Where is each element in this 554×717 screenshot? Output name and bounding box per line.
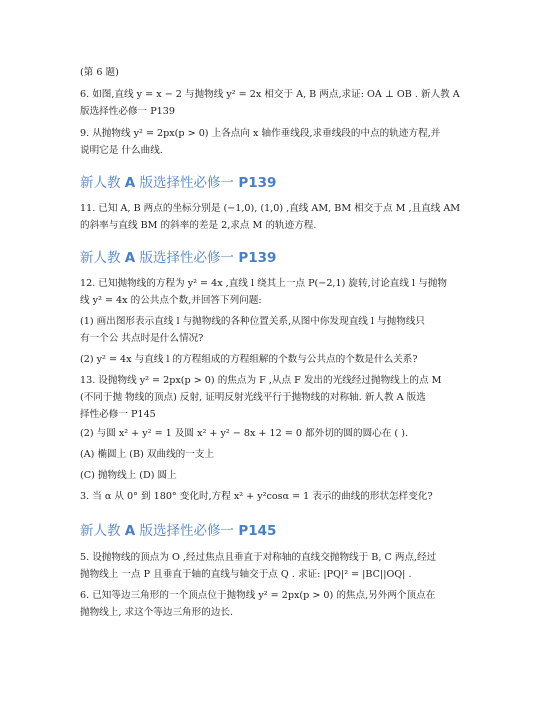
text-line: 13. 设抛物线 y² = 2px(p > 0) 的焦点为 F ,从点 F 发出的光线经过抛物线上的点 M (80, 375, 442, 386)
heading-text: 新人教 (80, 523, 125, 539)
problem-11 (80, 200, 480, 234)
text-line: 有一个公 共点时是什么情况? (80, 333, 204, 344)
heading-text: 版选择性必修一 (135, 175, 239, 191)
text-line: 择性必修一 P145 (80, 409, 156, 420)
heading-text: A (124, 175, 136, 191)
problem-5 (80, 549, 480, 583)
heading-page: P139 (238, 250, 277, 266)
text-line: 12. 已知抛物线的方程为 y² = 4x ,直线 l 绕其上一点 P(−2,1) 旋转,讨论直线 l 与抛物 (80, 278, 447, 289)
text-line: 5. 设抛物线的顶点为 O ,经过焦点且垂直于对称轴的直线交抛物线于 B, C 两点,经过 (80, 552, 437, 563)
text-line: (2) 与圆 x² + y² = 1 及圆 x² + y² − 8x + 12 = 0 都外切的圆的圆心在 ( ). (80, 428, 408, 439)
problem-12 (80, 275, 480, 309)
text-line: (1) 画出图形表示直线 l 与抛物线的各种位置关系,从图中你发现直线 l 与抛物线只 (80, 316, 426, 327)
text-line: (2) y² = 4x 与直线 l 的方程组成的方程组解的个数与公共点的个数是什么关系? (80, 354, 418, 365)
text-line: 说明它是 什么曲线. (80, 145, 163, 156)
problem-9 (80, 125, 480, 159)
text-line: 的斜率与直线 BM 的斜率的差是 2,求点 M 的轨迹方程. (80, 220, 317, 231)
heading-text: 新人教 (80, 250, 125, 266)
text-line: 抛物线上, 求这个等边三角形的边长. (80, 607, 234, 618)
section-heading-p139-2 (80, 249, 480, 267)
text-line: 6. 已知等边三角形的一个顶点位于抛物线 y² = 2px(p > 0) 的焦点,另外两个顶点在 (80, 590, 436, 601)
heading-page: P139 (238, 175, 277, 191)
problem-12-part-1 (80, 313, 480, 347)
heading-text: 版选择性必修一 (135, 250, 239, 266)
heading-text: 版选择性必修一 (135, 523, 239, 539)
heading-text: A (124, 523, 136, 539)
text-line: 6. 如图,直线 y = x − 2 与抛物线 y² = 2x 相交于 A, B 两点,求证: OA ⊥ OB . 新人教 A (80, 89, 460, 100)
text-line: (第 6 题) (80, 67, 119, 78)
text-line: 线 y² = 4x 的公共点个数,并回答下列问题: (80, 295, 262, 306)
problem-6b (80, 587, 480, 621)
problem-12-part-2 (80, 351, 480, 368)
heading-page: P145 (238, 523, 277, 539)
section-heading-p145 (80, 522, 480, 540)
text-line: 版选择性必修一 P139 (80, 106, 175, 117)
heading-text: 新人教 (80, 175, 125, 191)
text-line: 9. 从抛物线 y² = 2px(p > 0) 上各点向 x 轴作垂线段,求垂线段的中点的轨迹方程,并 (80, 128, 441, 139)
problem-6 (80, 86, 480, 120)
text-line: 11. 已知 A, B 两点的坐标分别是 (−1,0), (1,0) ,直线 AM, BM 相交于点 M ,且直线 AM (80, 203, 461, 214)
figure-caption (80, 64, 480, 81)
text-line: (A) 椭圆上 (B) 双曲线的一支上 (80, 449, 215, 460)
text-line: (不同于抛 物线的顶点) 反射, 证明反射光线平行于抛物线的对称轴. 新人教 A 版选 (80, 392, 426, 403)
problem-2-options-cd (80, 467, 480, 484)
problem-3 (80, 488, 480, 505)
problem-2-options-ab (80, 446, 480, 463)
section-heading-p139-1 (80, 174, 480, 192)
problem-2 (80, 425, 480, 442)
problem-13 (80, 372, 480, 423)
text-line: 抛物线上 一点 P 且垂直于轴的直线与轴交于点 Q . 求证: |PQ|² = |BC||OQ| . (80, 569, 412, 580)
heading-text: A (124, 250, 136, 266)
text-line: 3. 当 α 从 0° 到 180° 变化时,方程 x² + y²cosα = 1 表示的曲线的形状怎样变化? (80, 491, 433, 502)
text-line: (C) 抛物线上 (D) 圆上 (80, 470, 177, 481)
